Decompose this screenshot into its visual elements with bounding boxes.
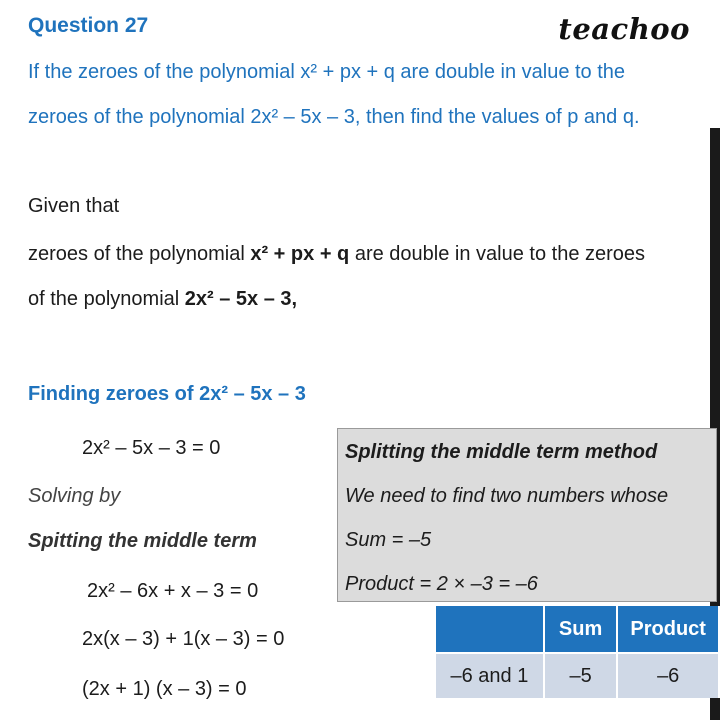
table-header-sum: Sum (544, 606, 618, 653)
note-line-1: We need to find two numbers whose (345, 485, 669, 507)
given-line-1-post: are double in value to the zeroes (349, 243, 646, 265)
table-header-row (436, 606, 719, 653)
section-heading: Finding zeroes of 2x² – 5x – 3 (28, 383, 306, 405)
question-label: Question 27 (28, 14, 149, 37)
table-cell-numbers: –6 and 1 (436, 653, 544, 698)
table-header-cell (436, 606, 544, 653)
note-title: Splitting the middle term method (345, 441, 658, 463)
method-note-box (337, 428, 717, 602)
table-cell-sum: –5 (544, 653, 618, 698)
given-line-2-pre: of the polynomial (28, 288, 185, 310)
table-header-product: Product (617, 606, 719, 653)
given-line-2 (28, 288, 297, 311)
table-cell-product: –6 (617, 653, 719, 698)
given-line-1 (28, 243, 645, 266)
table-row (436, 653, 719, 698)
given-poly-1: x² + px + q (250, 243, 350, 265)
teachoo-logo: teachoo (558, 12, 690, 46)
equation-1: 2x² – 5x – 3 = 0 (82, 437, 221, 459)
equation-2: 2x² – 6x + x – 3 = 0 (87, 580, 259, 602)
equation-4: (2x + 1) (x – 3) = 0 (82, 678, 247, 700)
sum-product-table (436, 606, 720, 698)
solving-by-label: Solving by (28, 485, 121, 507)
given-poly-2: 2x² – 5x – 3, (184, 288, 298, 310)
question-line-2: zeroes of the polynomial 2x² – 5x – 3, then find the values of p and q. (28, 106, 640, 128)
note-line-2: Sum = –5 (345, 529, 432, 551)
equation-3: 2x(x – 3) + 1(x – 3) = 0 (82, 628, 285, 650)
method-label: Spitting the middle term (28, 530, 257, 552)
note-line-3: Product = 2 × –3 = –6 (345, 573, 538, 595)
given-line-1-pre: zeroes of the polynomial (28, 243, 251, 265)
question-line-1: If the zeroes of the polynomial x² + px + q are double in value to the (28, 61, 626, 83)
given-intro: Given that (28, 195, 120, 217)
